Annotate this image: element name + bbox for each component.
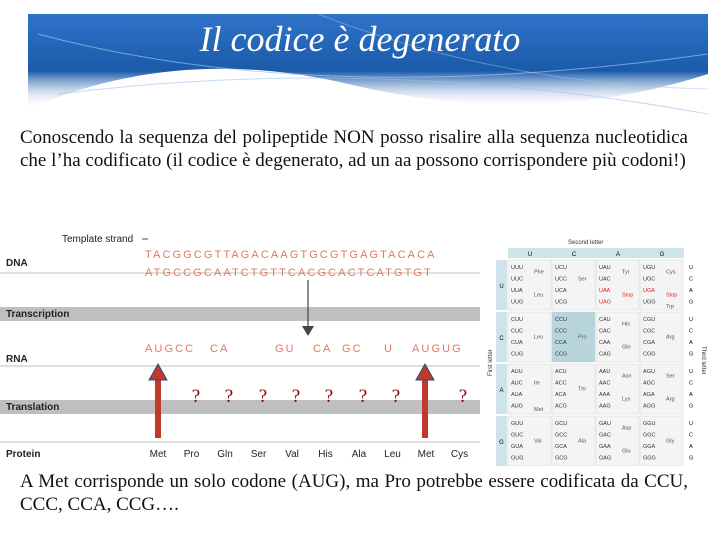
codon-cell: AUU (511, 369, 523, 375)
rna-fragment: CA (313, 343, 333, 355)
conclusion-paragraph: A Met corrisponde un solo codone (AUG), ma Pro potrebbe essere codificata da CCU, CCC, CCA, CCG…. (20, 471, 688, 515)
codon-table (488, 240, 706, 466)
amino-acid-label: Stop (622, 292, 634, 299)
amino-acid-label: Thr (578, 386, 587, 393)
codon-cell: AGA (643, 392, 655, 398)
second-letter-label: Second letter (568, 240, 604, 246)
rna-fragment: AUGUG (412, 343, 463, 355)
codon-cell: UCG (555, 299, 568, 306)
codon-cell: GCU (555, 421, 568, 427)
codon-column-header: C (571, 252, 577, 258)
third-letter: U (689, 421, 693, 427)
third-letter: A (689, 288, 693, 294)
protein-aa: Met (417, 449, 435, 460)
codon-cell: CCC (555, 328, 567, 335)
row-label-rna: RNA (6, 354, 28, 365)
template-strand-label: Template strand (62, 234, 134, 245)
codon-cell: CUC (511, 328, 523, 335)
rna-fragment: GU (275, 343, 296, 355)
protein-aa: Pro (183, 449, 200, 460)
codon-cell: CAU (599, 317, 611, 323)
third-letter: G (689, 351, 694, 358)
codon-cell: GUG (511, 455, 524, 462)
amino-acid-label: Trp (666, 304, 675, 311)
codon-cell: ACU (555, 369, 567, 375)
codon-cell: CAA (599, 340, 611, 346)
codon-cell: AAG (599, 403, 611, 410)
rna-fragments (145, 343, 463, 355)
page-title: Il codice è degenerato (199, 19, 521, 59)
amino-acid-label: Glu (622, 448, 631, 455)
codon-cell: AUG (511, 403, 523, 410)
amino-acid-label: Val (534, 438, 542, 445)
third-letter: C (689, 380, 693, 387)
codon-cell: UGG (643, 299, 656, 306)
codon-cell: CCU (555, 317, 567, 323)
codon-cell: UCA (555, 288, 567, 294)
codon-cell: GUU (511, 421, 524, 427)
codon-cell: UGA (643, 288, 655, 294)
codon-cell: UAC (599, 276, 611, 283)
question-mark: ? (191, 386, 201, 407)
codon-cell: UAG (599, 299, 611, 306)
amino-acid-label: Pro (578, 334, 587, 341)
codon-cell: CAG (599, 351, 611, 358)
codon-cell: UGU (643, 265, 656, 271)
codon-cell: UGC (643, 276, 656, 283)
question-mark: ? (391, 386, 401, 407)
protein-aa: Leu (384, 449, 401, 460)
amino-acid-label: Cys (666, 269, 676, 276)
amino-acid-label: Asn (622, 373, 632, 380)
codon-cell: GUA (511, 444, 523, 450)
row-label-transcription: Transcription (6, 309, 70, 320)
codon-cell: CGU (643, 317, 656, 323)
codon-cell: UUU (511, 265, 523, 271)
codon-cell: UCU (555, 265, 567, 271)
amino-acid-label: Leu (534, 292, 544, 299)
third-letter: A (689, 444, 693, 450)
codon-cell: AUC (511, 380, 523, 387)
coding-strand-sequence: ATGCCGCAATCTGTTCACGCACTCATGTGT (145, 267, 433, 279)
intro-paragraph: Conoscendo la sequenza del polipeptide NON posso risalire alla sequenza nucleotidica che l’ha codificato (il codice è degenerato, ad un aa possono corrispondere più codoni!) (20, 127, 688, 171)
third-letter: C (689, 276, 693, 283)
amino-acid-label: His (622, 321, 630, 328)
amino-acid-label: Leu (534, 334, 544, 341)
codon-cell: CCA (555, 340, 567, 346)
codon-cell: AAU (599, 369, 611, 375)
codon-cell: UCC (555, 276, 567, 283)
third-letter: U (689, 369, 693, 375)
codon-cell: GAG (599, 455, 612, 462)
third-letter: U (689, 317, 693, 323)
codon-cell: GGG (643, 455, 656, 462)
third-letter-label: Third letter (700, 346, 706, 375)
codon-cell: AUA (511, 392, 523, 398)
rna-fragment: AUGCC (145, 343, 196, 355)
codon-cell: CUA (511, 340, 523, 346)
codon-cell: CGC (643, 328, 656, 335)
codon-cell: AAA (599, 392, 611, 398)
transcription-translation-figure (0, 228, 720, 466)
third-letter: G (689, 455, 694, 462)
codon-cell: UUA (511, 288, 523, 294)
codon-cell: ACA (555, 392, 567, 398)
first-letter-label: First letter (488, 349, 494, 376)
codon-cell: UAU (599, 265, 611, 271)
protein-aa: Met (149, 449, 167, 460)
codon-cell: ACC (555, 380, 567, 387)
third-letter: U (689, 265, 693, 271)
protein-aa: Cys (450, 449, 469, 460)
codon-cell: GCA (555, 444, 567, 450)
protein-aa: His (318, 449, 333, 460)
third-letter: A (689, 340, 693, 346)
third-letter: G (689, 299, 694, 306)
codon-cell: CUU (511, 317, 523, 323)
codon-cell: GGC (643, 432, 656, 439)
transcription-band (0, 307, 480, 321)
protein-aa: Ser (250, 449, 267, 460)
question-mark: ? (324, 386, 334, 407)
codon-cell: AGG (643, 403, 656, 410)
question-mark: ? (258, 386, 268, 407)
rna-fragment: CA (210, 343, 230, 355)
row-label-translation: Translation (6, 402, 60, 413)
codon-cell: GAA (599, 444, 611, 450)
row-label-protein: Protein (6, 449, 41, 460)
amino-acid-label: Ser (578, 276, 587, 283)
amino-acid-label: Arg (666, 396, 675, 403)
amino-acid-label: Ala (578, 438, 586, 445)
rna-fragment: U (384, 343, 395, 355)
codon-cell: CGA (643, 340, 655, 346)
amino-acid-label: Stop (666, 292, 678, 299)
third-letter: G (689, 403, 694, 410)
codon-row-header: G (499, 440, 504, 446)
codon-cell: AGC (643, 380, 655, 387)
question-mark: ? (458, 386, 468, 407)
codon-column-header: U (527, 252, 533, 258)
codon-column-header: A (615, 252, 621, 258)
template-strand-sequence: TACGGCGTTAGACAAGTGCGTGAGTACACA (145, 249, 437, 261)
codon-cell: AAC (599, 380, 611, 387)
codon-row-header: U (499, 284, 504, 290)
third-letter: A (689, 392, 693, 398)
protein-sequence (150, 449, 468, 460)
protein-aa: Gln (217, 449, 233, 460)
amino-acid-label: Met (534, 406, 544, 413)
question-mark: ? (291, 386, 301, 407)
translation-band (0, 400, 480, 414)
codon-cell: CUG (511, 351, 524, 358)
amino-acid-label: Asp (622, 425, 632, 432)
codon-cell: CCG (555, 351, 568, 358)
question-mark: ? (224, 386, 234, 407)
codon-cell: GAU (599, 421, 611, 427)
amino-acid-label: Gln (622, 344, 631, 351)
row-label-dna: DNA (6, 258, 28, 269)
protein-aa: Val (285, 449, 299, 460)
third-letter: C (689, 328, 693, 335)
amino-acid-label: Gly (666, 438, 675, 445)
codon-column-header: G (659, 252, 665, 258)
protein-aa: Ala (351, 449, 367, 460)
codon-cell: UUG (511, 299, 524, 306)
amino-acid-label: Ser (666, 373, 675, 380)
codon-cell: CAC (599, 328, 611, 335)
amino-acid-label: Ile (534, 380, 540, 387)
codon-cell: ACG (555, 403, 567, 410)
rna-fragment: GC (342, 343, 363, 355)
third-letter: C (689, 432, 693, 439)
codon-cell: GGA (643, 444, 656, 450)
codon-cell: CGG (643, 351, 656, 358)
question-mark: ? (358, 386, 368, 407)
codon-row-header: A (499, 388, 504, 394)
amino-acid-label: Arg (666, 334, 675, 341)
codon-cell: GGU (643, 421, 656, 427)
codon-cell: GUC (511, 432, 524, 439)
amino-acid-label: Tyr (622, 269, 630, 276)
codon-cell: UAA (599, 288, 611, 294)
codon-cell: UUC (511, 276, 523, 283)
codon-cell: GCG (555, 455, 568, 462)
codon-cell: GCC (555, 432, 568, 439)
codon-cell: AGU (643, 369, 655, 375)
codon-row-header: C (499, 336, 504, 342)
amino-acid-label: Lys (622, 396, 631, 403)
amino-acid-label: Phe (534, 269, 544, 276)
codon-cell: GAC (599, 432, 611, 439)
